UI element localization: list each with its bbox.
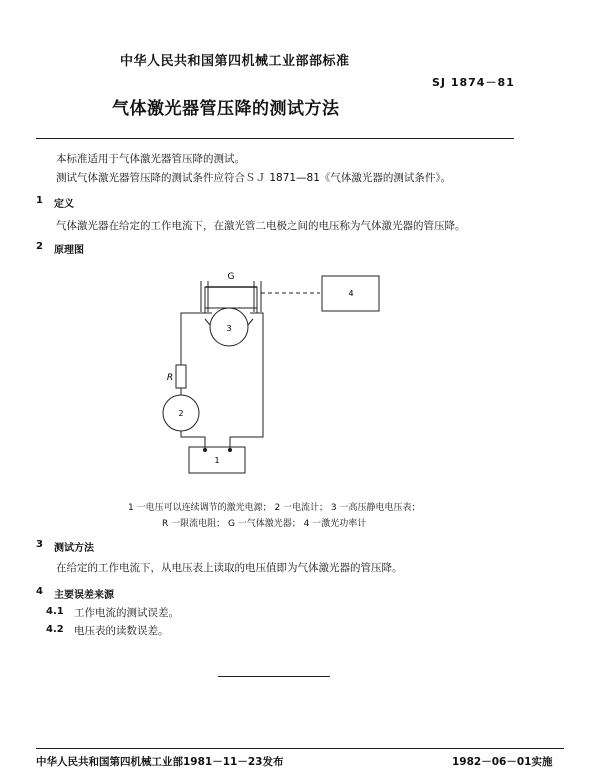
diagram-caption-line1: 1 一电压可以连续调节的激光电源； 2 一电流计； 3 一高压静电电压表；	[128, 503, 421, 513]
label-3: 3	[226, 324, 232, 333]
diagram-caption-line2: R 一限流电阻； G 一气体激光器； 4 一激光功率计	[162, 519, 367, 529]
section-2-number: 2	[36, 241, 43, 252]
laser-tube	[205, 287, 257, 308]
label-r: R	[166, 373, 174, 383]
footer-rule	[36, 748, 564, 749]
item-4-2-text: 电压表的读数误差。	[74, 625, 169, 637]
label-1: 1	[214, 456, 220, 465]
footer-issuer: 中华人民共和国第四机械工业部1981－11－23发布	[36, 756, 284, 768]
section-2-heading: 原理图	[54, 245, 84, 256]
standard-number: SJ 1874－81	[432, 76, 515, 89]
section-1-number: 1	[36, 195, 43, 206]
intro-scope: 本标准适用于气体激光器管压降的测试。	[56, 153, 245, 165]
document-title: 气体激光器管压降的测试方法	[112, 99, 340, 119]
section-3-body: 在给定的工作电流下，从电压表上读取的电压值即为气体激光器的管压降。	[56, 562, 403, 574]
end-rule	[218, 676, 330, 677]
item-4-1-text: 工作电流的测试误差。	[74, 607, 179, 619]
intro-conditions: 测试气体激光器管压降的测试条件应符合ＳＪ 1871—81《气体激光器的测试条件》。	[56, 172, 452, 184]
footer-effective-date: 1982－06－01实施	[452, 756, 553, 768]
section-1-heading: 定义	[54, 199, 74, 210]
resistor	[176, 365, 186, 388]
section-3-heading: 测试方法	[54, 543, 94, 554]
section-4-heading: 主要误差来源	[54, 590, 114, 601]
item-4-2-number: 4.2	[46, 624, 64, 635]
item-4-1-number: 4.1	[46, 606, 64, 617]
section-4-number: 4	[36, 586, 43, 597]
label-g: G	[227, 272, 235, 282]
section-1-body: 气体激光器在给定的工作电流下，在激光管二电极之间的电压称为气体激光器的管压降。	[56, 220, 466, 232]
section-3-number: 3	[36, 539, 43, 550]
label-2: 2	[178, 409, 184, 418]
label-4: 4	[348, 289, 354, 298]
issuing-organization: 中华人民共和国第四机械工业部部标准	[120, 54, 350, 69]
